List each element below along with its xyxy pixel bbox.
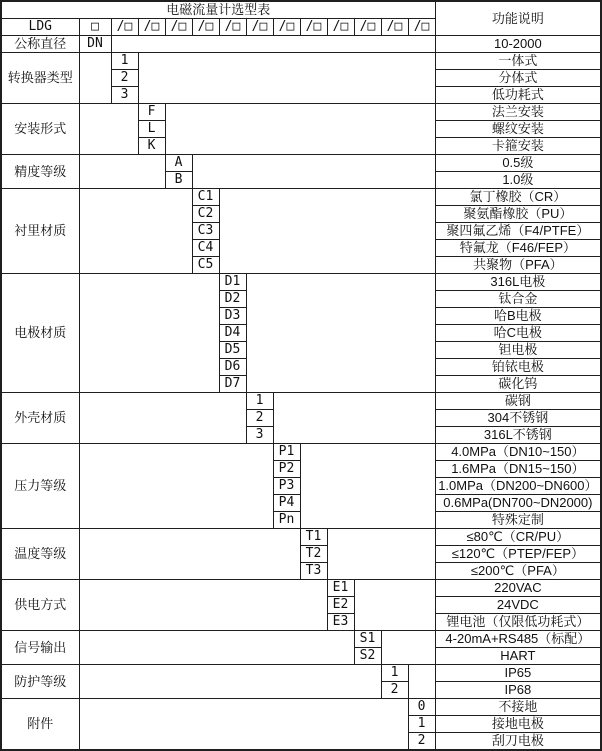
option-code: E3 xyxy=(327,614,354,631)
category-label: 外壳材质 xyxy=(1,393,79,444)
category-label: 压力等级 xyxy=(1,444,79,529)
option-description: 卡箍安装 xyxy=(435,138,601,155)
model-slot-box: /□ xyxy=(219,19,246,36)
spacer-cell xyxy=(408,665,435,699)
spacer-cell xyxy=(300,444,435,529)
option-description: 304不锈钢 xyxy=(435,410,601,427)
spacer-cell xyxy=(79,444,273,529)
spacer-cell xyxy=(165,104,435,155)
spacer-cell xyxy=(79,699,408,751)
category-label: 信号输出 xyxy=(1,631,79,665)
option-description: 低功耗式 xyxy=(435,87,601,104)
option-description: 哈C电极 xyxy=(435,325,601,342)
option-description: 碳钢 xyxy=(435,393,601,410)
spacer-cell xyxy=(79,104,138,155)
model-slot-box: /□ xyxy=(111,19,138,36)
diameter-description: 10-2000 xyxy=(435,36,601,53)
option-description: 不接地 xyxy=(435,699,601,716)
option-description: 锂电池（仅限低功耗式） xyxy=(435,614,601,631)
option-description: 1.0MPa（DN200~DN600） xyxy=(435,478,601,495)
diameter-code: DN xyxy=(79,36,111,53)
option-code: P4 xyxy=(273,495,300,512)
spacer-cell xyxy=(354,580,435,631)
category-label: 防护等级 xyxy=(1,665,79,699)
option-description: 刮刀电极 xyxy=(435,733,601,751)
option-description: 氯丁橡胶（CR） xyxy=(435,189,601,206)
option-description: 24VDC xyxy=(435,597,601,614)
model-slot-box: /□ xyxy=(138,19,165,36)
option-code: T2 xyxy=(300,546,327,563)
option-description: 316L不锈钢 xyxy=(435,427,601,444)
option-code: C2 xyxy=(192,206,219,223)
option-description: 0.6MPa(DN700~DN2000) xyxy=(435,495,601,512)
option-code: 1 xyxy=(408,716,435,733)
option-description: ≤120℃（PTEP/FEP） xyxy=(435,546,601,563)
option-code: P3 xyxy=(273,478,300,495)
diameter-label: 公称直径 xyxy=(1,36,79,53)
option-description: 聚氨酯橡胶（PU） xyxy=(435,206,601,223)
option-code: D1 xyxy=(219,274,246,291)
option-description: 碳化钨 xyxy=(435,376,601,393)
option-code: Pn xyxy=(273,512,300,529)
option-code: C1 xyxy=(192,189,219,206)
model-slot-box: /□ xyxy=(273,19,300,36)
option-code: C4 xyxy=(192,240,219,257)
option-code: 2 xyxy=(246,410,273,427)
option-code: 3 xyxy=(111,87,138,104)
option-description: ≤80℃（CR/PU） xyxy=(435,529,601,546)
function-column-header: 功能说明 xyxy=(435,1,601,36)
option-code: C5 xyxy=(192,257,219,274)
model-slot-box: /□ xyxy=(354,19,381,36)
spacer-cell xyxy=(79,631,354,665)
option-description: 聚四氟乙烯（F4/PTFE） xyxy=(435,223,601,240)
option-description: 4.0MPa（DN10~150） xyxy=(435,444,601,461)
spacer-cell xyxy=(111,36,435,53)
option-code: E2 xyxy=(327,597,354,614)
option-code: D5 xyxy=(219,342,246,359)
option-code: L xyxy=(138,121,165,138)
option-code: 1 xyxy=(246,393,273,410)
model-base-box: □ xyxy=(79,19,111,36)
option-code: F xyxy=(138,104,165,121)
option-code: A xyxy=(165,155,192,172)
spacer-cell xyxy=(381,631,435,665)
option-description: 316L电极 xyxy=(435,274,601,291)
option-description: 1.6MPa（DN15~150） xyxy=(435,461,601,478)
option-code: 2 xyxy=(408,733,435,751)
category-label: 温度等级 xyxy=(1,529,79,580)
option-code: 3 xyxy=(246,427,273,444)
model-slot-box: /□ xyxy=(300,19,327,36)
option-code: B xyxy=(165,172,192,189)
option-code: 0 xyxy=(408,699,435,716)
option-description: HART xyxy=(435,648,601,665)
option-description: 钽电极 xyxy=(435,342,601,359)
option-description: 螺纹安装 xyxy=(435,121,601,138)
category-label: 精度等级 xyxy=(1,155,79,189)
option-code: P2 xyxy=(273,461,300,478)
option-description: 哈B电极 xyxy=(435,308,601,325)
option-code: S2 xyxy=(354,648,381,665)
option-description: IP68 xyxy=(435,682,601,699)
spacer-cell xyxy=(79,580,327,631)
model-slot-box: /□ xyxy=(381,19,408,36)
option-description: IP65 xyxy=(435,665,601,682)
model-slot-box: /□ xyxy=(246,19,273,36)
spacer-cell xyxy=(79,274,219,393)
option-description: 特殊定制 xyxy=(435,512,601,529)
category-label: 转换器类型 xyxy=(1,53,79,104)
option-description: 分体式 xyxy=(435,70,601,87)
option-code: K xyxy=(138,138,165,155)
option-code: D7 xyxy=(219,376,246,393)
option-code: D3 xyxy=(219,308,246,325)
spacer-cell xyxy=(79,53,111,104)
option-description: 共聚物（PFA） xyxy=(435,257,601,274)
model-prefix-cell: LDG xyxy=(1,19,79,36)
model-slot-box: /□ xyxy=(192,19,219,36)
model-slot-box: /□ xyxy=(165,19,192,36)
option-description: 接地电极 xyxy=(435,716,601,733)
option-code: 1 xyxy=(111,53,138,70)
option-description: 铂铱电极 xyxy=(435,359,601,376)
option-code: D2 xyxy=(219,291,246,308)
option-description: 220VAC xyxy=(435,580,601,597)
category-label: 附件 xyxy=(1,699,79,751)
category-label: 安装形式 xyxy=(1,104,79,155)
option-code: P1 xyxy=(273,444,300,461)
spacer-cell xyxy=(79,665,381,699)
category-label: 电极材质 xyxy=(1,274,79,393)
spacer-cell xyxy=(79,189,192,274)
model-slot-box: /□ xyxy=(327,19,354,36)
option-description: 钛合金 xyxy=(435,291,601,308)
spacer-cell xyxy=(79,393,246,444)
table-title: 电磁流量计选型表 xyxy=(1,1,435,19)
spacer-cell xyxy=(327,529,435,580)
spacer-cell xyxy=(246,274,435,393)
option-code: D6 xyxy=(219,359,246,376)
option-description: 1.0级 xyxy=(435,172,601,189)
option-code: E1 xyxy=(327,580,354,597)
spacer-cell xyxy=(79,529,300,580)
spacer-cell xyxy=(219,189,435,274)
option-code: C3 xyxy=(192,223,219,240)
option-code: 1 xyxy=(381,665,408,682)
option-description: 一体式 xyxy=(435,53,601,70)
option-code: 2 xyxy=(381,682,408,699)
option-code: T1 xyxy=(300,529,327,546)
spacer-cell xyxy=(273,393,435,444)
category-label: 衬里材质 xyxy=(1,189,79,274)
option-code: D4 xyxy=(219,325,246,342)
option-description: 0.5级 xyxy=(435,155,601,172)
option-code: T3 xyxy=(300,563,327,580)
option-description: 4-20mA+RS485（标配） xyxy=(435,631,601,648)
model-slot-box: /□ xyxy=(408,19,435,36)
spacer-cell xyxy=(79,155,165,189)
option-description: ≤200℃（PFA） xyxy=(435,563,601,580)
category-label: 供电方式 xyxy=(1,580,79,631)
option-description: 特氟龙（F46/FEP） xyxy=(435,240,601,257)
spacer-cell xyxy=(192,155,435,189)
spacer-cell xyxy=(138,53,435,104)
option-code: S1 xyxy=(354,631,381,648)
option-description: 法兰安装 xyxy=(435,104,601,121)
option-code: 2 xyxy=(111,70,138,87)
